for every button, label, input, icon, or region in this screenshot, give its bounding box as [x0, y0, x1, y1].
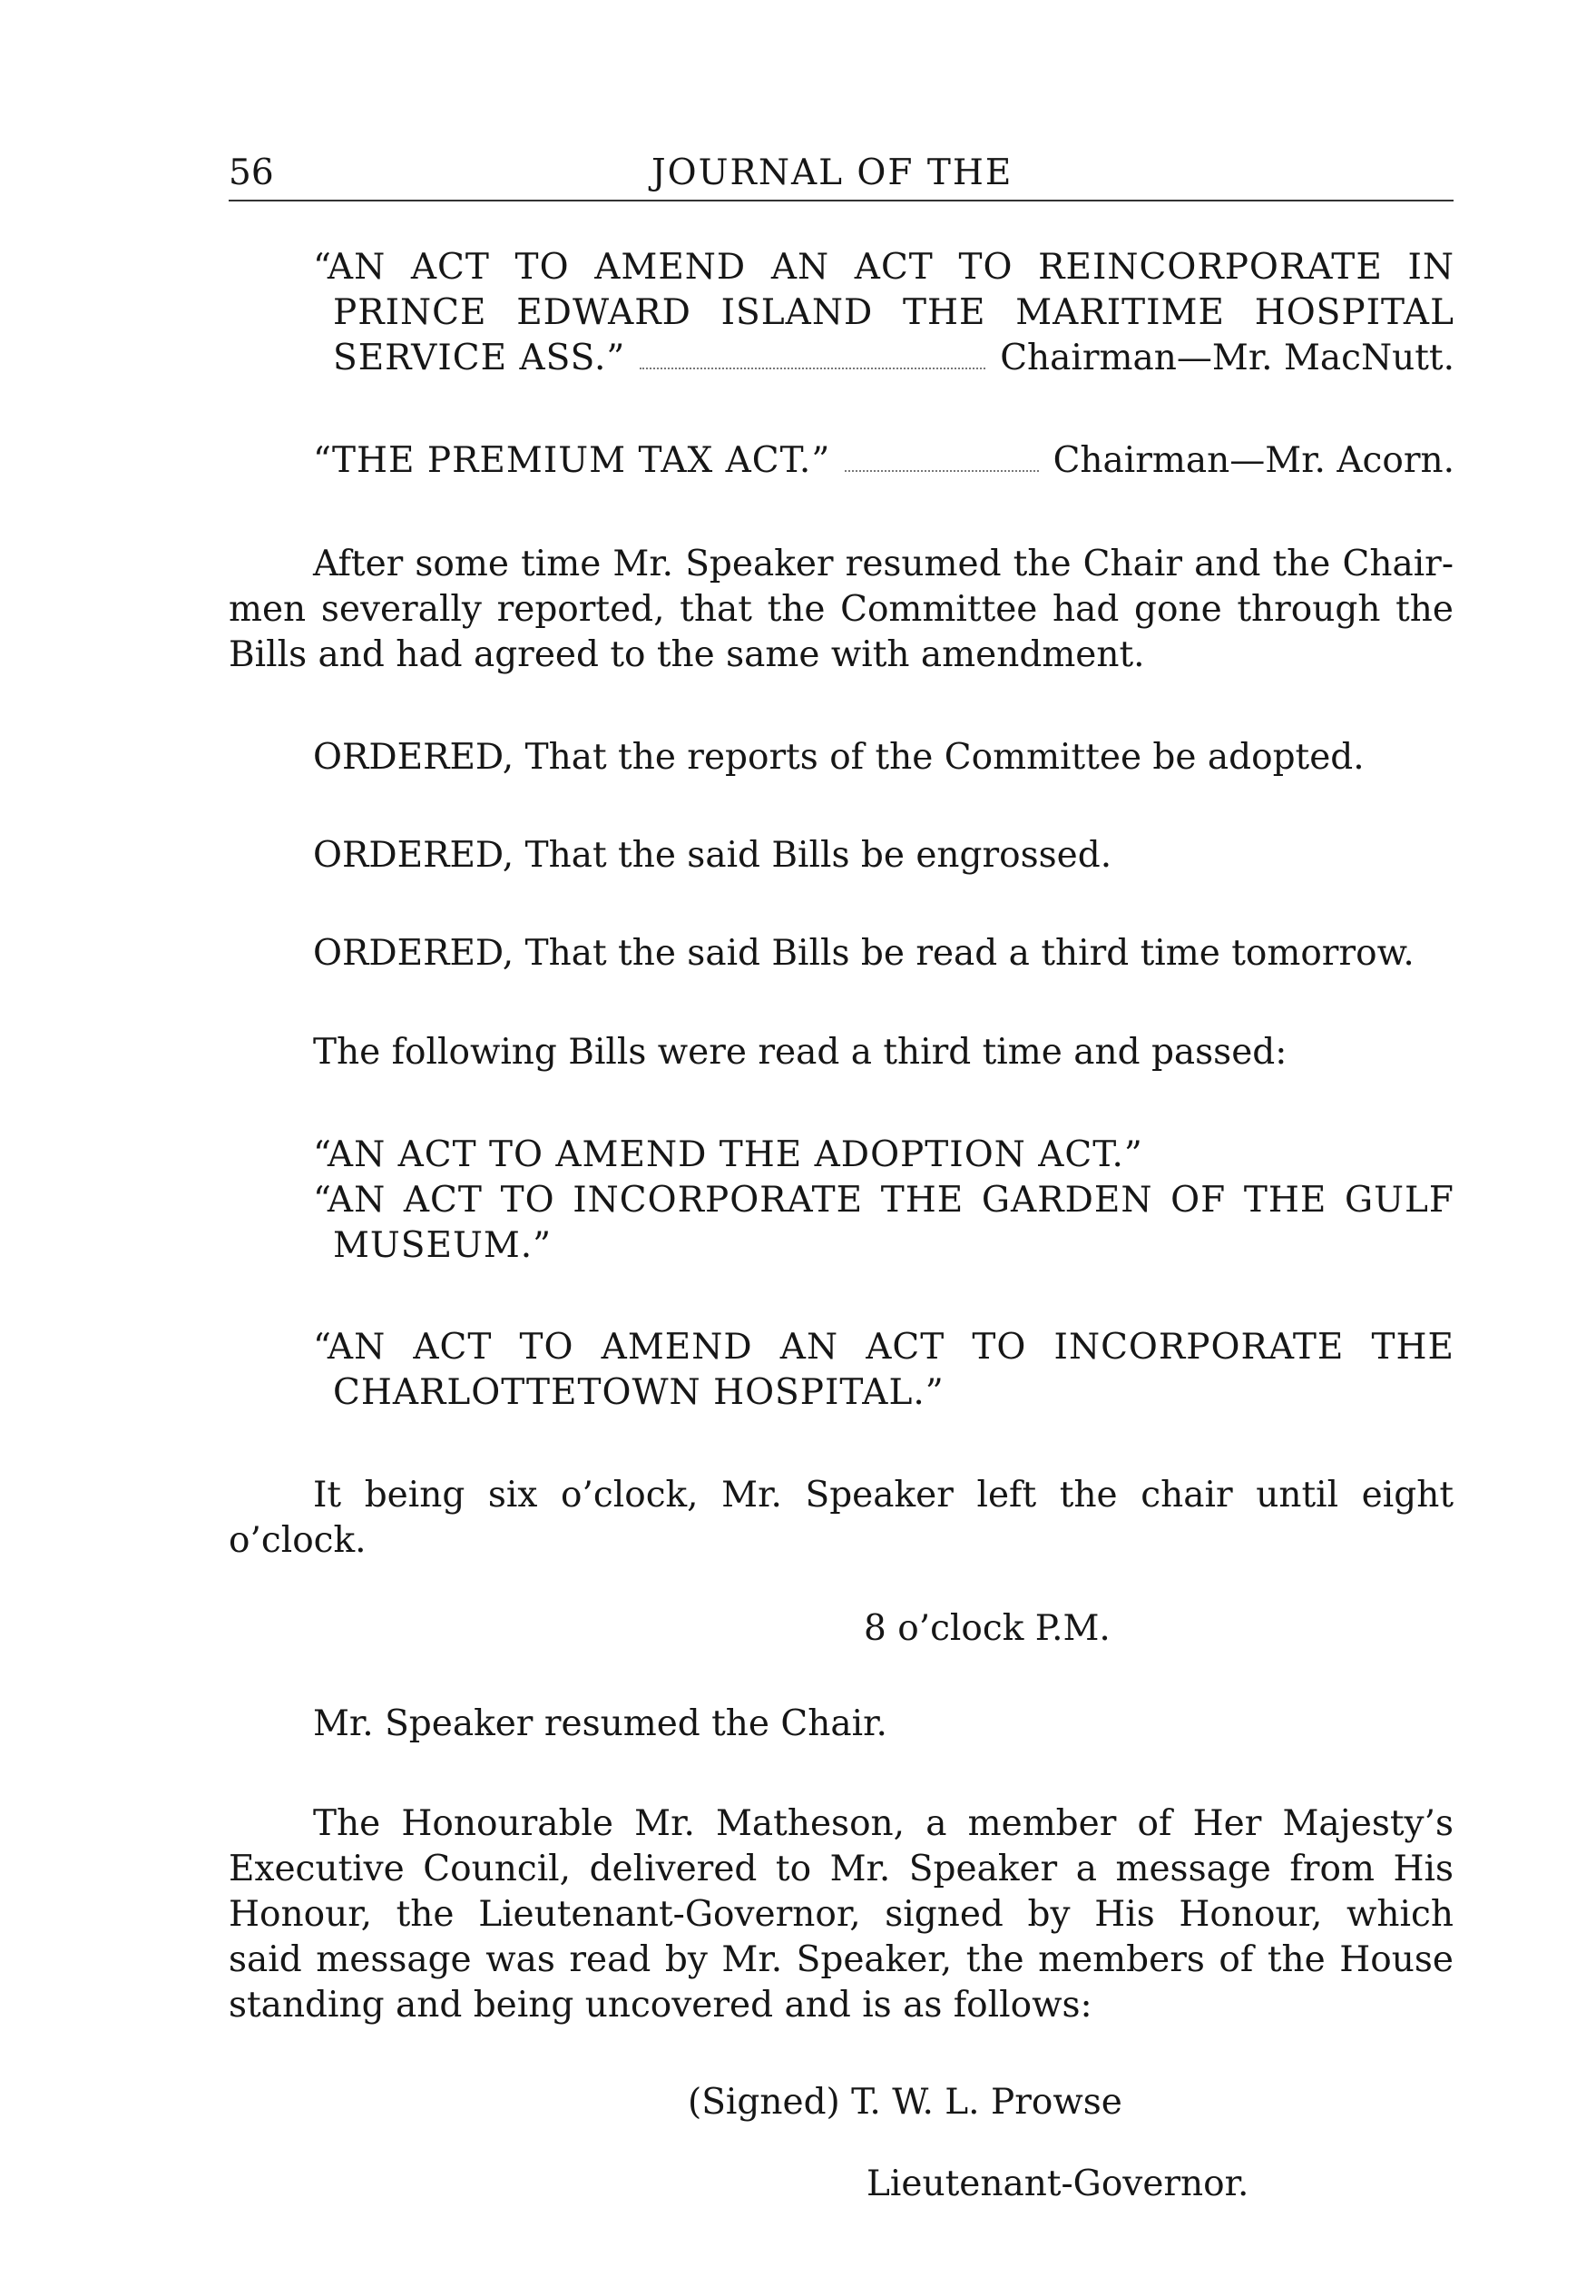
text-line: Honour, the Lieutenant-Governor, signed by His Honour, which — [229, 1894, 1454, 1935]
bill-title-line: “AN ACT TO AMEND AN ACT TO REINCORPORATE IN — [313, 247, 1454, 288]
committee-bill-1 — [313, 245, 1454, 381]
running-head: JOURNAL OF THE — [651, 152, 1013, 193]
text-line: After some time Mr. Speaker resumed the Chair and the Chair- — [313, 544, 1454, 584]
passed-bill-continuation: CHARLOTTETOWN HOSPITAL.” — [333, 1372, 945, 1413]
passed-bill-hospital — [313, 1325, 1454, 1416]
chairman-name: Chairman—Mr. MacNutt. — [1000, 338, 1454, 378]
third-reading-intro: The following Bills were read a third time and passed: — [313, 1032, 1288, 1073]
leader-dots — [845, 470, 1038, 472]
signature-title: Lieutenant-Governor. — [867, 2164, 1249, 2204]
text-line: Executive Council, delivered to Mr. Speaker a message from His — [229, 1849, 1454, 1889]
committee-bill-2 — [313, 438, 1454, 484]
time-marker: 8 o’clock P.M. — [864, 1608, 1111, 1649]
paragraph-chairmen-report — [229, 542, 1454, 678]
passed-bill-continuation: MUSEUM.” — [333, 1225, 553, 1266]
page-number: 56 — [229, 152, 274, 193]
bill-chairman-row — [313, 336, 1454, 381]
text-line: The Honourable Mr. Matheson, a member of Her Majesty’s — [313, 1803, 1454, 1844]
passed-bills-list — [313, 1133, 1454, 1269]
text-line: standing and being uncovered and is as follows: — [229, 1985, 1092, 2026]
text-line: said message was read by Mr. Speaker, the members of the House — [229, 1939, 1454, 1980]
signed-line: (Signed) T. W. L. Prowse — [688, 2082, 1122, 2123]
passed-bill: “AN ACT TO AMEND THE ADOPTION ACT.” — [313, 1134, 1143, 1175]
speaker-resumed: Mr. Speaker resumed the Chair. — [313, 1703, 887, 1744]
leader-dots — [640, 368, 985, 369]
paragraph-message — [229, 1801, 1454, 2028]
order-engrossed: ORDERED, That the said Bills be engrossed. — [313, 835, 1112, 876]
order-third-reading: ORDERED, That the said Bills be read a third time tomorrow. — [313, 933, 1415, 974]
text-line: Bills and had agreed to the same with amendment. — [229, 634, 1145, 675]
text-line: o’clock. — [229, 1520, 367, 1561]
passed-bill: “AN ACT TO INCORPORATE THE GARDEN OF THE GULF — [313, 1180, 1454, 1221]
page-header — [229, 152, 1454, 201]
text-line: men severally reported, that the Committee had gone through the — [229, 589, 1454, 630]
chairman-name: Chairman—Mr. Acorn. — [1053, 440, 1454, 481]
paragraph-recess — [229, 1473, 1454, 1564]
text-line: It being six o’clock, Mr. Speaker left the chair until eight — [313, 1475, 1454, 1516]
order-adopted: ORDERED, That the reports of the Committee be adopted. — [313, 737, 1365, 778]
bill-title-line: PRINCE EDWARD ISLAND THE MARITIME HOSPITAL — [333, 292, 1454, 333]
bill-title: “THE PREMIUM TAX ACT.” — [313, 440, 831, 481]
passed-bill: “AN ACT TO AMEND AN ACT TO INCORPORATE THE — [313, 1327, 1454, 1368]
bill-chairman-row — [313, 438, 1454, 484]
bill-title-line: SERVICE ASS.” — [333, 338, 626, 378]
